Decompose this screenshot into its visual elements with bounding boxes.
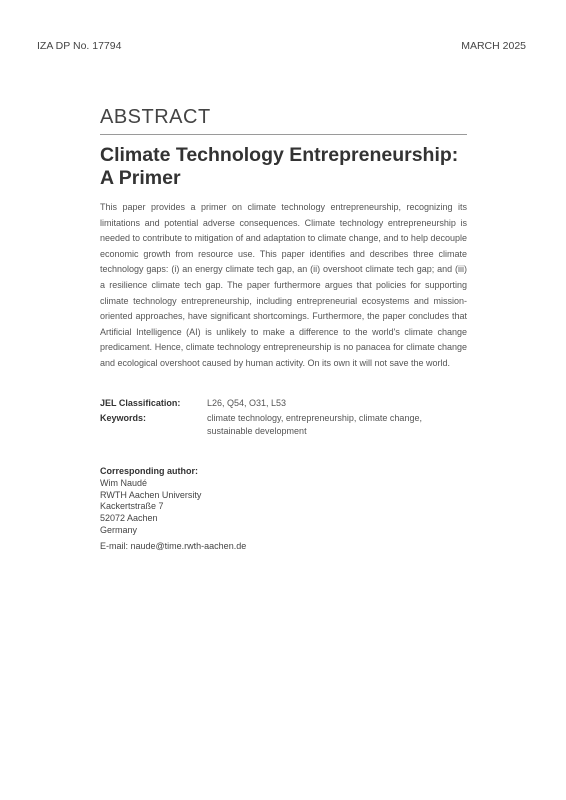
keywords-line-1: climate technology, entrepreneurship, climate change,: [207, 413, 422, 423]
heading-divider: [100, 134, 467, 135]
jel-classification-label: JEL Classification:: [100, 398, 181, 408]
jel-classification-row: [100, 397, 480, 411]
keywords-value: [207, 412, 467, 437]
paper-title-line-1: Climate Technology Entrepreneurship:: [100, 144, 459, 166]
abstract-body: This paper provides a primer on climate technology entrepreneurship, recognizing its limitations and potential adverse consequences. Climate technology entrepreneurship is needed to contribute to mitigation of and adaptation to climate change, and to help decouple economic growth from resource use. This paper identifies and describes three climate technology gaps: (i) an energy climate tech gap, an (ii) overshoot climate tech gap; and (iii) a resilience climate tech gap. The paper furthermore argues that policies for supporting climate technology entrepreneurship, including entrepreneurial ecosystems and mission-oriented approaches, have significant shortcomings. Furthermore, the paper concludes that Artificial Intelligence (AI) is unlikely to make a difference to the world's climate change predicament. Hence, climate technology entrepreneurship is no panacea for climate change and ecological overshoot caused by human activity. On its own it will not save the world.: [100, 202, 467, 368]
author-city: 52072 Aachen: [100, 513, 158, 524]
keywords-line-2: sustainable development: [207, 425, 307, 436]
keywords-row: [100, 412, 480, 440]
publication-date: MARCH 2025: [461, 40, 526, 52]
paper-title-line-2: A Primer: [100, 167, 181, 189]
corresponding-author-block: [100, 466, 246, 553]
author-country: Germany: [100, 524, 138, 535]
author-email[interactable]: E-mail: naude@time.rwth-aachen.de: [100, 540, 247, 551]
author-name: Wim Naudé: [100, 477, 148, 488]
author-street: Kackertstraße 7: [100, 501, 164, 512]
jel-classification-value: L26, Q54, O31, L53: [207, 398, 287, 408]
paper-title: [100, 144, 467, 190]
corresponding-author-label: Corresponding author:: [100, 466, 198, 476]
keywords-label: Keywords:: [100, 413, 147, 423]
discussion-paper-number: IZA DP No. 17794: [37, 40, 122, 52]
section-heading: ABSTRACT: [100, 106, 211, 128]
author-institution: RWTH Aachen University: [100, 489, 202, 500]
